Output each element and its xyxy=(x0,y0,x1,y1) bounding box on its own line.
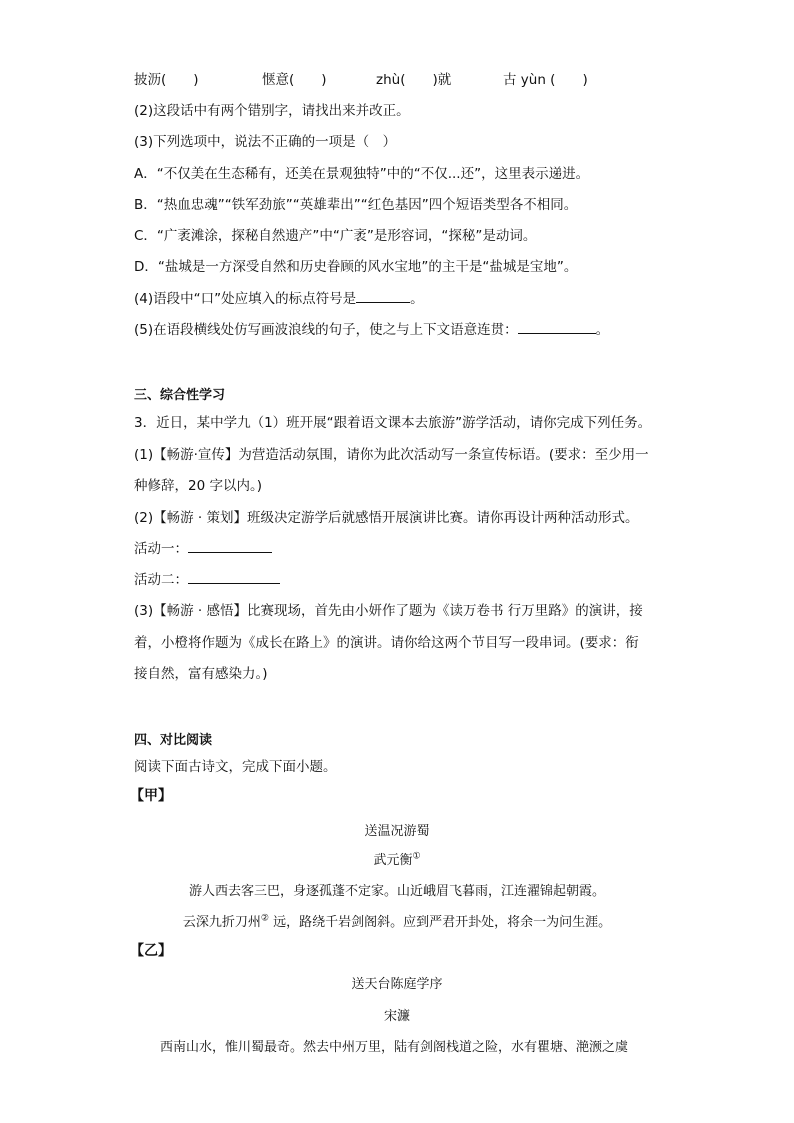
activity-2-blank[interactable] xyxy=(188,569,280,584)
option-c: C．“广袤滩涂，探秘自然遗产”中“广袤”是形容词，“探秘”是动词。 xyxy=(134,228,537,244)
activity-2-label: 活动二： xyxy=(134,572,188,588)
question-2-4 xyxy=(134,287,424,307)
task-3-line-3: 接自然，富有感染力。) xyxy=(134,666,268,682)
option-d: D．“盐城是一方深受自然和历史眷顾的风水宝地”的主干是“盐城是宝地”。 xyxy=(134,259,578,275)
activity-2 xyxy=(134,568,280,588)
activity-1-label: 活动一： xyxy=(134,541,188,557)
poem-line-2 xyxy=(0,911,794,930)
section-4-intro: 阅读下面古诗文，完成下面小题。 xyxy=(134,759,337,775)
poem-author xyxy=(0,849,794,868)
pinyin-item: zhù( )就 xyxy=(376,72,452,88)
task-2: (2)【畅游 · 策划】班级决定游学后就感悟开展演讲比赛。请你再设计两种活动形式。 xyxy=(134,510,639,526)
passage-yi-label: 【乙】 xyxy=(130,943,172,959)
poem-title: 送温况游蜀 xyxy=(364,824,430,839)
section-3-heading: 三、综合性学习 xyxy=(134,388,226,403)
question-2-5-text: (5)在语段横线处仿写画波浪线的句子，使之与上下文语意连贯： xyxy=(134,322,518,338)
passage-jia-label: 【甲】 xyxy=(130,788,172,804)
pinyin-item: 古 yùn ( ) xyxy=(503,72,588,88)
poem-line-2-part-1: 云深九折刀州 xyxy=(182,915,261,930)
task-1-line-2: 种修辞，20 字以内。) xyxy=(134,478,262,494)
task-3-line-1: (3)【畅游 · 感悟】比赛现场，首先由小妍作了题为《读万卷书 行万里路》的演讲，接 xyxy=(134,603,643,619)
pinyin-item: 披沥( ) xyxy=(134,72,199,88)
question-2-2: (2)这段话中有两个错别字，请找出来并改正。 xyxy=(134,103,410,119)
activity-1 xyxy=(134,537,272,557)
prose-title: 送天台陈庭学序 xyxy=(351,977,443,992)
answer-blank[interactable] xyxy=(518,319,596,334)
task-1-line-1: (1)【畅游·宣传】为营造活动氛围，请你为此次活动写一条宣传标语。(要求：至少用一 xyxy=(134,447,649,463)
footnote-marker: ① xyxy=(412,851,421,862)
answer-blank[interactable] xyxy=(356,288,410,303)
poem-line-2-part-2: 远，路绕千岩剑阁斜。应到严君开卦处，将余一为问生涯。 xyxy=(268,915,612,930)
question-3: 3．近日，某中学九（1）班开展“跟着语文课本去旅游”游学活动，请你完成下列任务。 xyxy=(134,415,652,431)
question-2-4-text: (4)语段中“口”处应填入的标点符号是 xyxy=(134,291,357,307)
period: 。 xyxy=(410,291,424,307)
prose-author: 宋濂 xyxy=(383,1009,410,1024)
activity-1-blank[interactable] xyxy=(188,538,272,553)
footnote-marker: ② xyxy=(260,913,269,924)
prose-line-1: 西南山水，惟川蜀最奇。然去中州万里，陆有剑阁栈道之险，水有瞿塘、滟滪之虞 xyxy=(160,1040,629,1055)
period: 。 xyxy=(595,322,610,338)
section-4-heading: 四、对比阅读 xyxy=(134,733,213,748)
option-a: A．“不仅美在生态稀有，还美在景观独特”中的“不仅...还”，这里表示递进。 xyxy=(134,166,590,182)
task-3-line-2: 着，小橙将作题为《成长在路上》的演讲。请你给这两个节目写一段串词。(要求：衔 xyxy=(134,635,639,651)
poem-line-1: 游人西去客三巴，身逐孤蓬不定家。山近峨眉飞暮雨，江连濯锦起朝霞。 xyxy=(188,884,605,899)
question-2-3: (3)下列选项中，说法不正确的一项是（ ） xyxy=(134,134,397,150)
poem-author-name: 武元衡 xyxy=(373,853,413,868)
question-2-5 xyxy=(134,318,609,338)
option-b: B．“热血忠魂”“铁军劲旅”“英雄辈出”“红色基因”四个短语类型各不相同。 xyxy=(134,197,578,213)
pinyin-item: 惬意( ) xyxy=(262,72,327,88)
